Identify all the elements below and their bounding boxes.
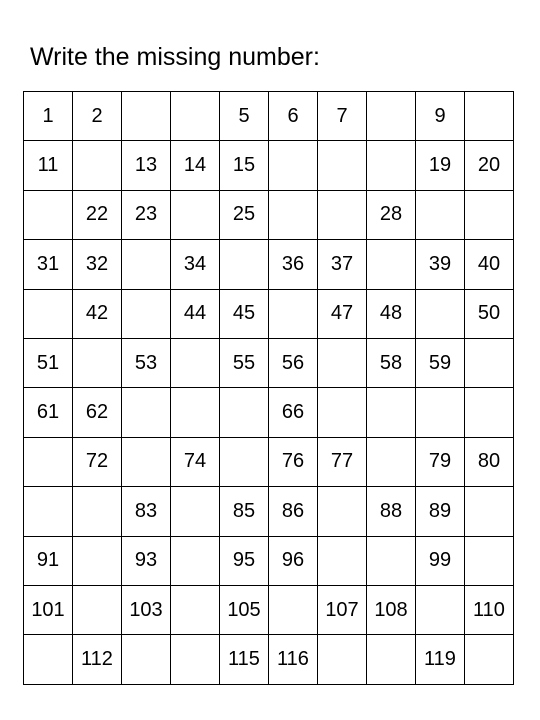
number-cell: 15 (220, 141, 269, 190)
grid-row (24, 289, 514, 338)
blank-cell[interactable] (122, 240, 171, 289)
number-cell: 86 (269, 487, 318, 536)
blank-cell[interactable] (269, 190, 318, 239)
number-cell: 44 (171, 289, 220, 338)
number-cell: 95 (220, 536, 269, 585)
number-cell: 80 (465, 437, 514, 486)
number-cell: 89 (416, 487, 465, 536)
number-cell: 103 (122, 585, 171, 634)
blank-cell[interactable] (318, 487, 367, 536)
number-cell: 96 (269, 536, 318, 585)
blank-cell[interactable] (24, 190, 73, 239)
number-cell: 6 (269, 92, 318, 141)
blank-cell[interactable] (269, 141, 318, 190)
number-cell: 79 (416, 437, 465, 486)
number-cell: 55 (220, 338, 269, 387)
number-cell: 59 (416, 338, 465, 387)
number-cell: 51 (24, 338, 73, 387)
number-cell: 107 (318, 585, 367, 634)
grid-row (24, 338, 514, 387)
number-cell: 50 (465, 289, 514, 338)
blank-cell[interactable] (367, 92, 416, 141)
number-cell: 53 (122, 338, 171, 387)
blank-cell[interactable] (24, 437, 73, 486)
grid-row (24, 388, 514, 437)
number-cell: 42 (73, 289, 122, 338)
grid-row (24, 437, 514, 486)
blank-cell[interactable] (122, 92, 171, 141)
number-cell: 28 (367, 190, 416, 239)
number-cell: 119 (416, 635, 465, 684)
blank-cell[interactable] (171, 536, 220, 585)
blank-cell[interactable] (465, 338, 514, 387)
blank-cell[interactable] (465, 92, 514, 141)
number-cell: 22 (73, 190, 122, 239)
number-cell: 40 (465, 240, 514, 289)
blank-cell[interactable] (73, 585, 122, 634)
blank-cell[interactable] (73, 536, 122, 585)
blank-cell[interactable] (171, 388, 220, 437)
blank-cell[interactable] (465, 487, 514, 536)
blank-cell[interactable] (416, 388, 465, 437)
number-cell: 99 (416, 536, 465, 585)
blank-cell[interactable] (73, 338, 122, 387)
blank-cell[interactable] (171, 585, 220, 634)
number-cell: 61 (24, 388, 73, 437)
number-cell: 83 (122, 487, 171, 536)
number-cell: 74 (171, 437, 220, 486)
grid-row (24, 536, 514, 585)
blank-cell[interactable] (465, 536, 514, 585)
number-cell: 9 (416, 92, 465, 141)
number-cell: 116 (269, 635, 318, 684)
number-cell: 1 (24, 92, 73, 141)
blank-cell[interactable] (122, 437, 171, 486)
blank-cell[interactable] (171, 487, 220, 536)
blank-cell[interactable] (73, 487, 122, 536)
blank-cell[interactable] (171, 92, 220, 141)
number-grid (23, 91, 514, 685)
number-cell: 19 (416, 141, 465, 190)
number-cell: 108 (367, 585, 416, 634)
blank-cell[interactable] (367, 437, 416, 486)
grid-row (24, 585, 514, 634)
blank-cell[interactable] (416, 289, 465, 338)
number-cell: 36 (269, 240, 318, 289)
blank-cell[interactable] (269, 289, 318, 338)
number-cell: 66 (269, 388, 318, 437)
blank-cell[interactable] (122, 289, 171, 338)
grid-row (24, 190, 514, 239)
blank-cell[interactable] (24, 487, 73, 536)
number-cell: 32 (73, 240, 122, 289)
blank-cell[interactable] (416, 585, 465, 634)
number-cell: 23 (122, 190, 171, 239)
blank-cell[interactable] (465, 190, 514, 239)
blank-cell[interactable] (367, 388, 416, 437)
blank-cell[interactable] (465, 388, 514, 437)
number-cell: 25 (220, 190, 269, 239)
blank-cell[interactable] (220, 240, 269, 289)
blank-cell[interactable] (465, 635, 514, 684)
number-cell: 93 (122, 536, 171, 585)
number-cell: 85 (220, 487, 269, 536)
number-cell: 112 (73, 635, 122, 684)
number-cell: 88 (367, 487, 416, 536)
number-cell: 5 (220, 92, 269, 141)
grid-row (24, 92, 514, 141)
number-cell: 58 (367, 338, 416, 387)
blank-cell[interactable] (122, 635, 171, 684)
number-cell: 76 (269, 437, 318, 486)
blank-cell[interactable] (318, 635, 367, 684)
blank-cell[interactable] (269, 585, 318, 634)
number-cell: 7 (318, 92, 367, 141)
number-cell: 34 (171, 240, 220, 289)
blank-cell[interactable] (367, 240, 416, 289)
blank-cell[interactable] (318, 536, 367, 585)
number-cell: 91 (24, 536, 73, 585)
blank-cell[interactable] (171, 190, 220, 239)
blank-cell[interactable] (318, 190, 367, 239)
number-cell: 45 (220, 289, 269, 338)
grid-row (24, 141, 514, 190)
blank-cell[interactable] (73, 141, 122, 190)
grid-row (24, 635, 514, 684)
number-cell: 110 (465, 585, 514, 634)
blank-cell[interactable] (318, 338, 367, 387)
blank-cell[interactable] (318, 388, 367, 437)
number-cell: 13 (122, 141, 171, 190)
blank-cell[interactable] (367, 141, 416, 190)
blank-cell[interactable] (367, 635, 416, 684)
number-cell: 39 (416, 240, 465, 289)
number-cell: 115 (220, 635, 269, 684)
number-cell: 2 (73, 92, 122, 141)
number-cell: 20 (465, 141, 514, 190)
blank-cell[interactable] (220, 388, 269, 437)
blank-cell[interactable] (367, 536, 416, 585)
number-cell: 11 (24, 141, 73, 190)
blank-cell[interactable] (122, 388, 171, 437)
blank-cell[interactable] (24, 289, 73, 338)
number-cell: 14 (171, 141, 220, 190)
blank-cell[interactable] (318, 141, 367, 190)
grid-row (24, 240, 514, 289)
number-cell: 31 (24, 240, 73, 289)
number-grid-body (24, 92, 514, 685)
number-cell: 37 (318, 240, 367, 289)
number-cell: 48 (367, 289, 416, 338)
blank-cell[interactable] (171, 338, 220, 387)
number-cell: 101 (24, 585, 73, 634)
blank-cell[interactable] (171, 635, 220, 684)
number-cell: 47 (318, 289, 367, 338)
grid-row (24, 487, 514, 536)
blank-cell[interactable] (24, 635, 73, 684)
number-cell: 72 (73, 437, 122, 486)
number-cell: 77 (318, 437, 367, 486)
blank-cell[interactable] (416, 190, 465, 239)
worksheet-title: Write the missing number: (30, 43, 320, 71)
number-cell: 105 (220, 585, 269, 634)
blank-cell[interactable] (220, 437, 269, 486)
number-cell: 62 (73, 388, 122, 437)
number-cell: 56 (269, 338, 318, 387)
